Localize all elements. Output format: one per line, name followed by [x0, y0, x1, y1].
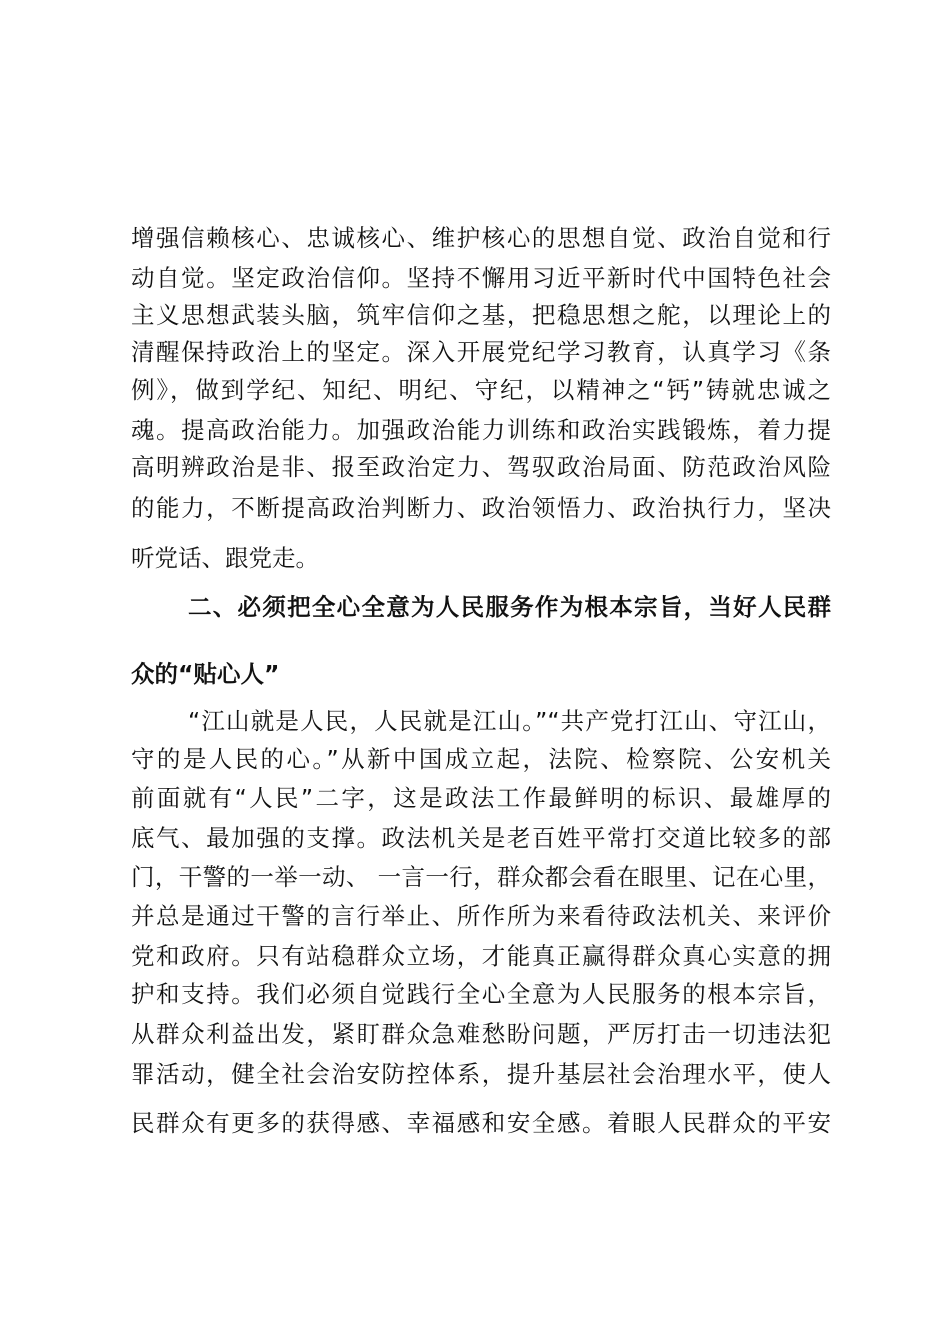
text-line: 增强信赖核心、忠诚核心、维护核心的思想自觉、政治自觉和行: [131, 224, 831, 252]
text-line: 从群众利益出发，紧盯群众急难愁盼问题，严厉打击一切违法犯: [131, 1020, 831, 1048]
text-line: 前面就有“人民”二字，这是政法工作最鲜明的标识、最雄厚的: [131, 784, 831, 812]
text-line: 清醒保持政治上的坚定。深入开展党纪学习教育，认真学习《条: [131, 338, 831, 366]
text-line: 民群众有更多的获得感、幸福感和安全感。着眼人民群众的平安: [131, 1109, 831, 1137]
text-line: 听党话、跟党走。: [131, 544, 319, 572]
text-line: 例》，做到学纪、知纪、明纪、守纪，以精神之“钙”铸就忠诚之: [131, 376, 831, 404]
text-line: 并总是通过干警的言行举止、所作所为来看待政法机关、来评价: [131, 902, 831, 930]
text-line: 护和支持。我们必须自觉践行全心全意为人民服务的根本宗旨，: [131, 980, 831, 1008]
text-line: 高明辨政治是非、报至政治定力、驾驭政治局面、防范政治风险: [131, 453, 831, 481]
text-line: 动自觉。坚定政治信仰。坚持不懈用习近平新时代中国特色社会: [131, 264, 831, 292]
heading-line: 二、必须把全心全意为人民服务作为根本宗旨，当好人民群: [188, 593, 831, 621]
text-line: 主义思想武装头脑，筑牢信仰之基，把稳思想之舵，以理论上的: [131, 301, 831, 329]
text-line: “江山就是人民，人民就是江山。”“共产党打江山、守江山，: [188, 707, 831, 735]
text-line: 底气、最加强的支撑。政法机关是老百姓平常打交道比较多的部: [131, 824, 831, 852]
text-line: 门，干警的一举一动、 一言一行，群众都会看在眼里、记在心里，: [131, 863, 831, 891]
text-line: 党和政府。只有站稳群众立场，才能真正赢得群众真心实意的拥: [131, 942, 831, 970]
heading-line: 众的“贴心人”: [131, 660, 280, 688]
text-line: 的能力，不断提高政治判断力、政治领悟力、政治执行力，坚决: [131, 494, 831, 522]
text-line: 守的是人民的心。”从新中国成立起，法院、检察院、公安机关: [131, 745, 831, 773]
text-line: 罪活动，健全社会治安防控体系，提升基层社会治理水平，使人: [131, 1060, 831, 1088]
text-line: 魂。提高政治能力。加强政治能力训练和政治实践锻炼，着力提: [131, 416, 831, 444]
